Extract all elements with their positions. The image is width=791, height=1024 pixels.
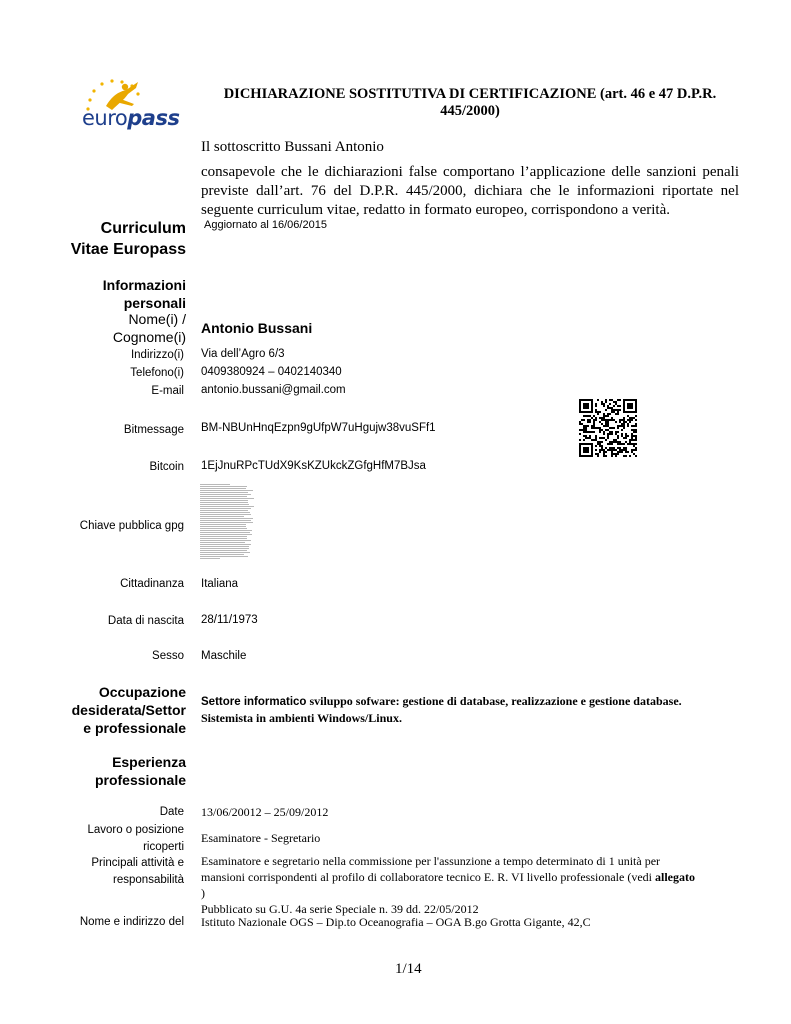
cv-title: [0, 218, 186, 260]
address-label: Indirizzo(i): [130, 349, 184, 361]
phone-label: Telefono(i): [130, 367, 184, 379]
section-personal-info: Informazioni personali: [102, 277, 186, 311]
birth-value: 28/11/1973: [201, 614, 258, 626]
sex-label: Sesso: [152, 650, 184, 662]
cv-title-line-1: Curriculum: [100, 220, 186, 237]
exp-employer-label: Nome e indirizzo del: [79, 916, 184, 928]
name-label: Nome(i) / Cognome(i): [112, 311, 186, 345]
cv-updated: Aggiornato al 16/06/2015: [204, 219, 327, 231]
email-label: E-mail: [151, 385, 184, 397]
occupation-value: [201, 693, 741, 726]
document-heading: [200, 86, 740, 120]
occupation-desc-2: Sistemista in ambienti Windows/Linux.: [201, 711, 402, 725]
exp-tasks-value: Esaminatore e segretario nella commissione per l'assunzione a tempo determinato di 1 unità per mansioni corrispondenti al profilo di collaboratore tecnico E. R. VI livello professionale (vedi allegato ) Pubblicato su G.U. 4a serie Speciale n. 39 dd. 22/05/2012: [201, 854, 695, 916]
citizenship-label: Cittadinanza: [120, 578, 184, 590]
bitcoin-value: 1EjJnuRPcTUdX9KsKZUkckZGfgHfM7BJsa: [201, 460, 426, 472]
heading-line-2: 445/2000): [440, 103, 500, 119]
europass-logo: [78, 78, 178, 134]
cv-title-line-2: Vitae Europass: [70, 241, 186, 258]
bitcoin-label: Bitcoin: [149, 461, 184, 473]
declaration-text: consapevole che le dichiarazioni false comportano l’applicazione delle sanzioni penali previste dall’art. 76 del D.P.R. 445/2000, dichiara che le informazioni riportate nel seguente curriculum vitae, redatto in formato europeo, corrispondono a verità.: [201, 164, 739, 218]
qr-code-icon: [579, 399, 637, 457]
birth-label: Data di nascita: [107, 615, 184, 627]
exp-job-label: Lavoro o posizione ricoperti: [87, 824, 184, 853]
sex-value: Maschile: [201, 650, 247, 662]
page-number: 1/14: [395, 961, 422, 977]
gpg-label: Chiave pubblica gpg: [79, 520, 184, 532]
section-experience: Esperienza professionale: [94, 754, 186, 788]
logo-text-pass: pass: [127, 106, 180, 130]
phone-value: 0409380924 – 0402140340: [201, 366, 342, 378]
bitmessage-label: Bitmessage: [123, 424, 184, 436]
email-value: antonio.bussani@gmail.com: [201, 384, 346, 396]
exp-tasks-label: Principali attività e responsabilità: [91, 857, 184, 886]
name-value: Antonio Bussani: [201, 320, 313, 336]
exp-job-value: Esaminatore - Segretario: [201, 831, 321, 845]
exp-date-label: Date: [159, 806, 184, 818]
exp-employer-value: Istituto Nazionale OGS – Dip.to Oceanografia – OGA B.go Grotta Gigante, 42,C: [201, 915, 591, 929]
occupation-desc-1: sviluppo sofware: gestione di database, realizzazione e gestione database.: [306, 694, 682, 708]
address-value: Via dell’Agro 6/3: [201, 348, 285, 360]
heading-line-1: DICHIARAZIONE SOSTITUTIVA DI CERTIFICAZIONE (art. 46 e 47 D.P.R.: [223, 86, 717, 102]
declaration-signer: Il sottoscritto Bussani Antonio: [201, 139, 384, 155]
occupation-sector: Settore informatico: [201, 696, 307, 708]
attachment-link[interactable]: allegato: [655, 870, 695, 884]
gpg-key-thumbnail: [200, 484, 256, 562]
logo-text-euro: euro: [82, 106, 128, 130]
citizenship-value: Italiana: [201, 578, 239, 590]
section-occupation: Occupazione desiderata/Settor e professionale: [71, 684, 186, 736]
bitmessage-value: BM-NBUnHnqEzpn9gUfpW7uHgujw38vuSFf1: [201, 422, 436, 434]
exp-date-value: 13/06/20012 – 25/09/2012: [201, 805, 329, 819]
